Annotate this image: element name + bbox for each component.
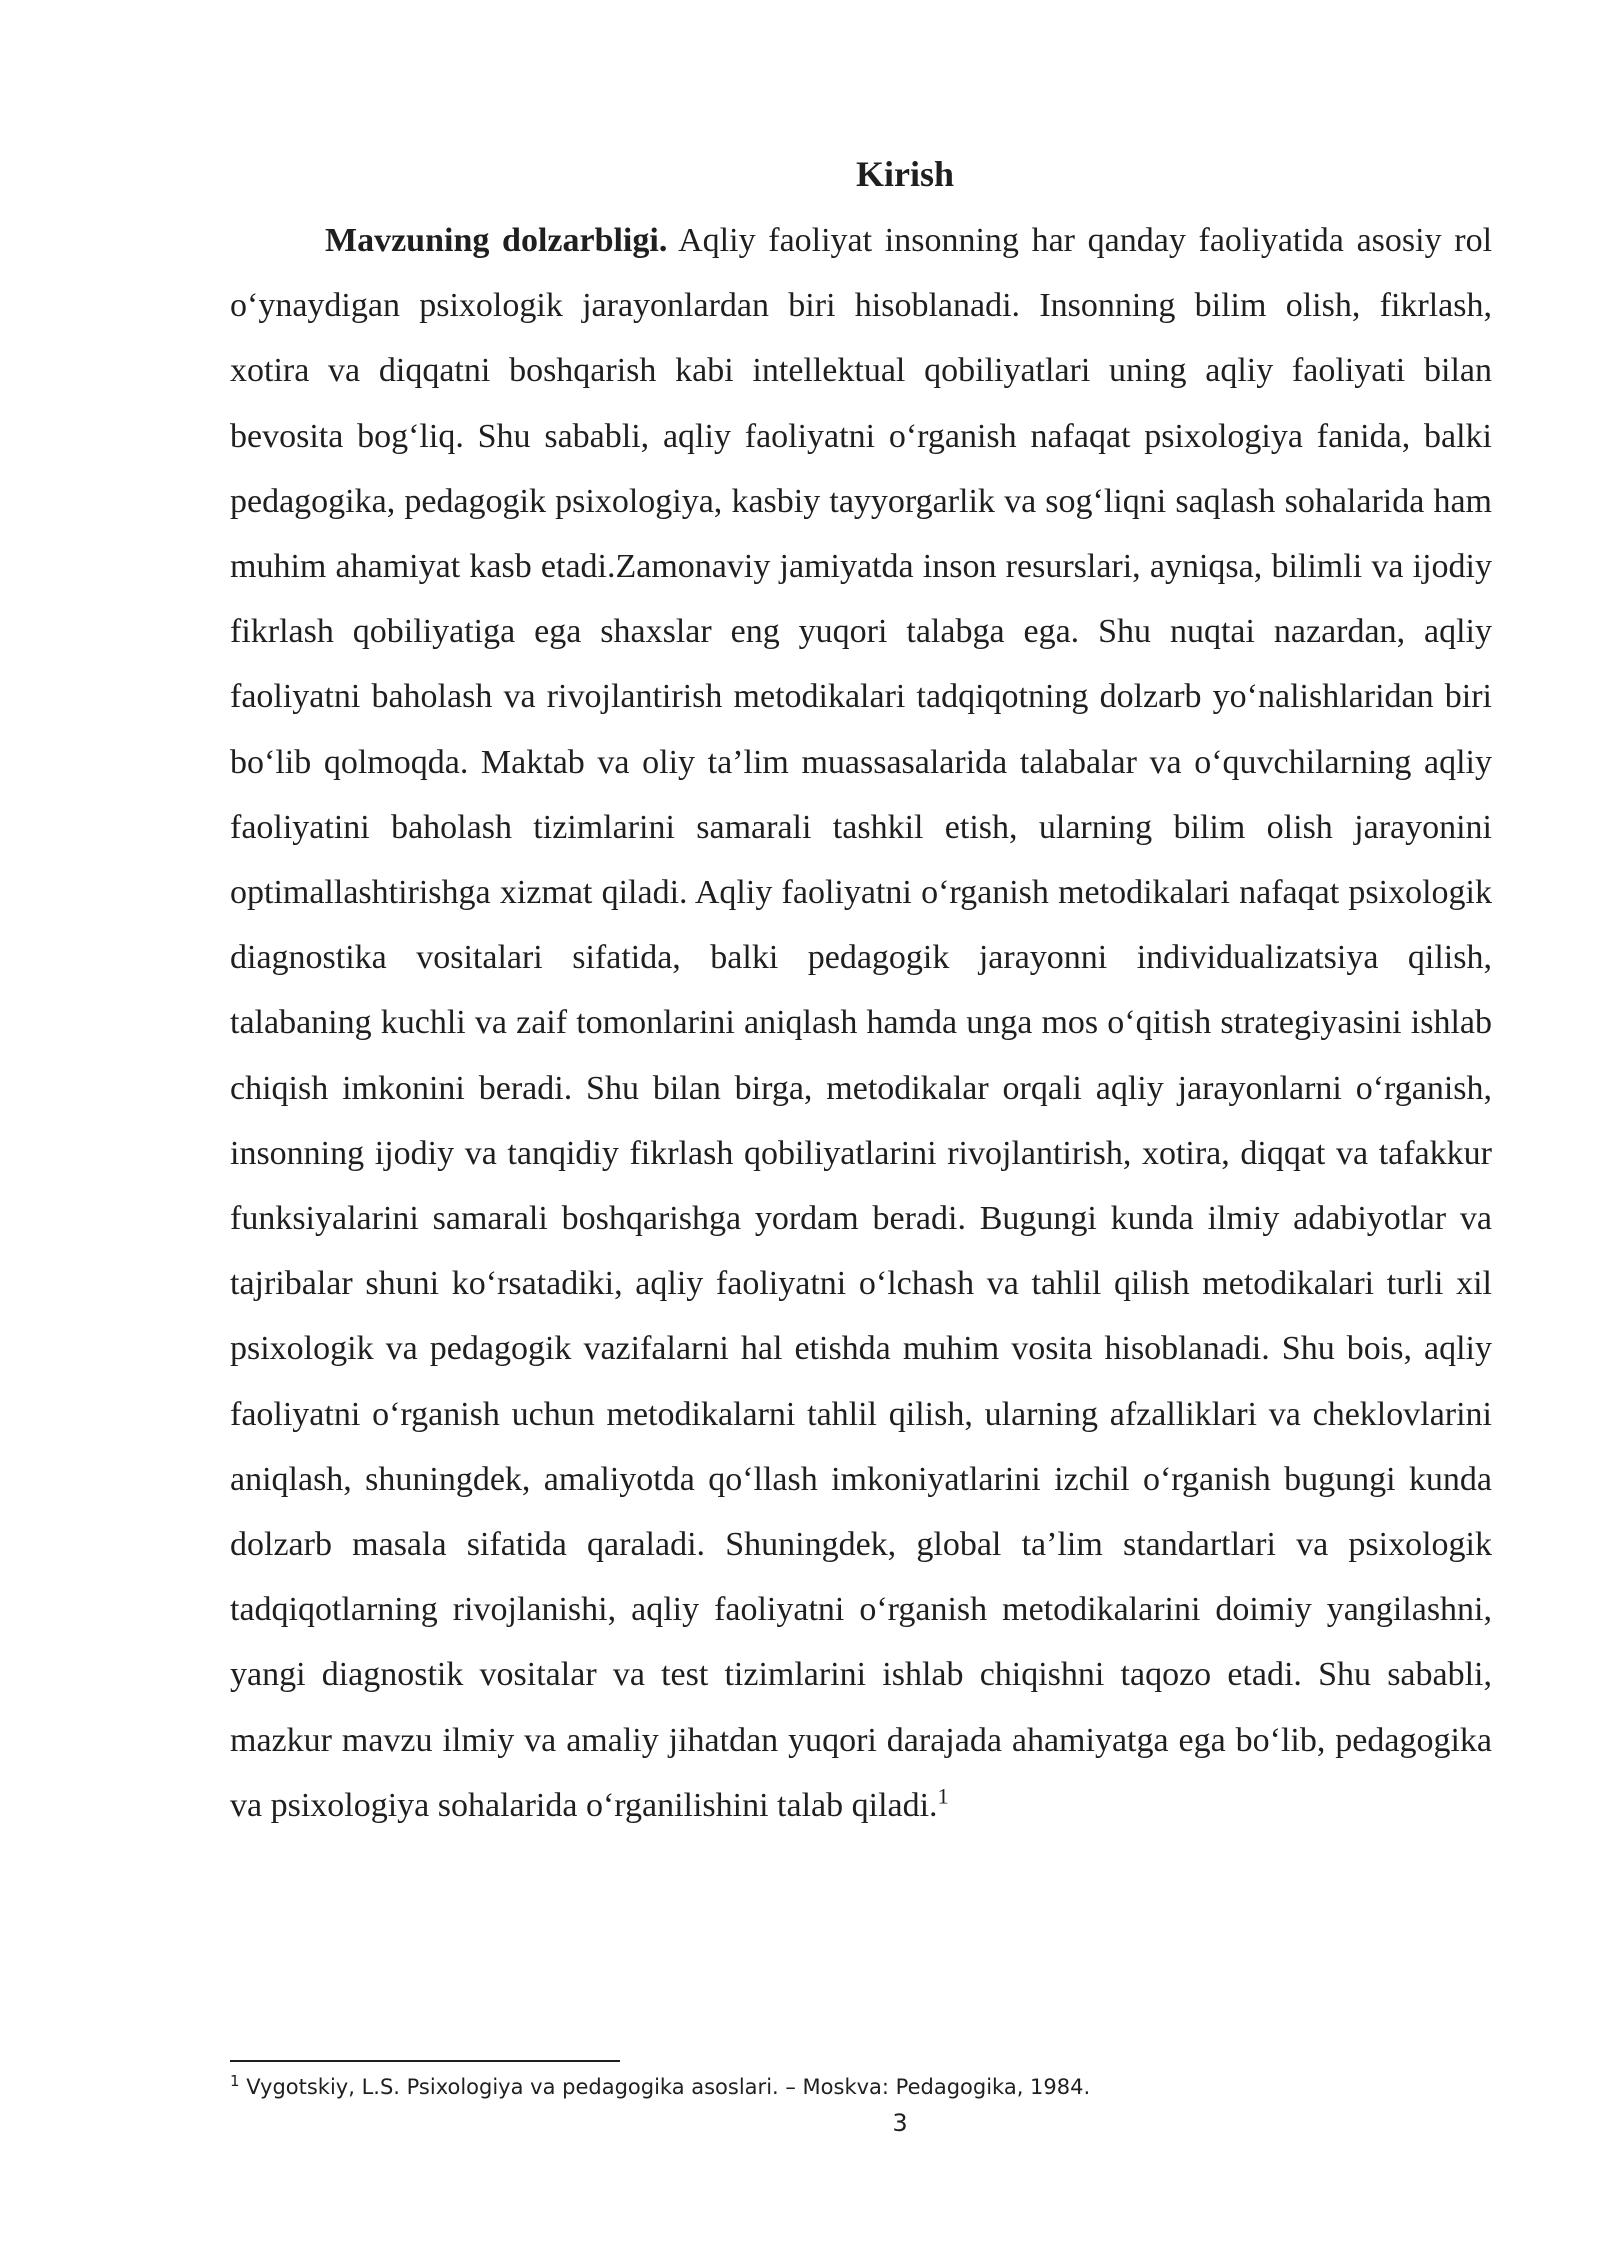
footnote-reference[interactable]: 1 xyxy=(937,1783,949,1809)
paragraph-text: Aqliy faoliyat insonning har qanday faoliyatida asosiy rol o‘ynaydigan psixologik jarayonlardan biri hisoblanadi. Insonning bilim olish, fikrlash, xotira va diqqatni boshqarish kabi intellektual qobiliyatlari uning aqliy faoliyati bilan bevosita bog‘liq. Shu sababli, aqliy faoliyatni o‘rganish nafaqat psixologiya fanida, balki pedagogika, pedagogik psixologiya, kasbiy tayyorgarlik va sog‘liqni saqlash sohalarida ham muhim ahamiyat kasb etadi.Zamonaviy jamiyatda inson resurslari, ayniqsa, bilimli va ijodiy fikrlash qobiliyatiga ega shaxslar eng yuqori talabga ega. Shu nuqtai nazardan, aqliy faoliyatni baholash va rivojlantirish metodikalari tadqiqotning dolzarb yo‘nalishlaridan biri bo‘lib qolmoqda. Maktab va oliy ta’lim muassasalarida talabalar va o‘quvchilarning aqliy faoliyatini baholash tizimlarini samarali tashkil etish, ularning bilim olish jarayonini optimallashtirishga xizmat qiladi. Aqliy faoliyatni o‘rganish metodikalari nafaqat psixologik diagnostika vositalari sifatida, balki pedagogik jarayonni individualizatsiya qilish, talabaning kuchli va zaif tomonlarini aniqlash hamda unga mos o‘qitish strategiyasini ishlab chiqish imkonini beradi. Shu bilan birga, metodikalar orqali aqliy jarayonlarni o‘rganish, insonning ijodiy va tanqidiy fikrlash qobiliyatlarini rivojlantirish, xotira, diqqat va tafakkur funksiyalarini samarali boshqarishga yordam beradi. Bugungi kunda ilmiy adabiyotlar va tajribalar shuni ko‘rsatadiki, aqliy faoliyatni o‘lchash va tahlil qilish metodikalari turli xil psixologik va pedagogik vazifalarni hal etishda muhim vosita hisoblanadi. Shu bois, aqliy faoliyatni o‘rganish uchun metodikalarni tahlil qilish, ularning afzalliklari va cheklovlarini aniqlash, shuningdek, amaliyotda qo‘llash imkoniyatlarini izchil o‘rganish bugungi kunda dolzarb masala sifatida qaraladi. Shuningdek, global ta’lim standartlari va psixologik tadqiqotlarning rivojlanishi, aqliy faoliyatni o‘rganish metodikalarini doimiy yangilashni, yangi diagnostik vositalar va test tizimlarini ishlab chiqishni taqozo etadi. Shu sababli, mazkur mavzu ilmiy va amaliy jihatdan yuqori darajada ahamiyatga ega bo‘lib, pedagogika va psixologiya sohalarida o‘rganilishini talab qiladi. xyxy=(230,222,1493,1824)
footnote-number: 1 xyxy=(230,2072,240,2090)
section-title: Kirish xyxy=(855,154,954,194)
footnote-text: Vygotskiy, L.S. Psixologiya va pedagogika asoslari. – Moskva: Pedagogika, 1984. xyxy=(239,2075,1091,2099)
footnote xyxy=(230,2072,1492,2102)
footnote-separator xyxy=(230,2060,620,2062)
paragraph-lead: Mavzuning dolzarbligi. xyxy=(325,222,668,259)
page-number: 3 xyxy=(892,2109,908,2137)
body-paragraph xyxy=(230,208,1492,1838)
